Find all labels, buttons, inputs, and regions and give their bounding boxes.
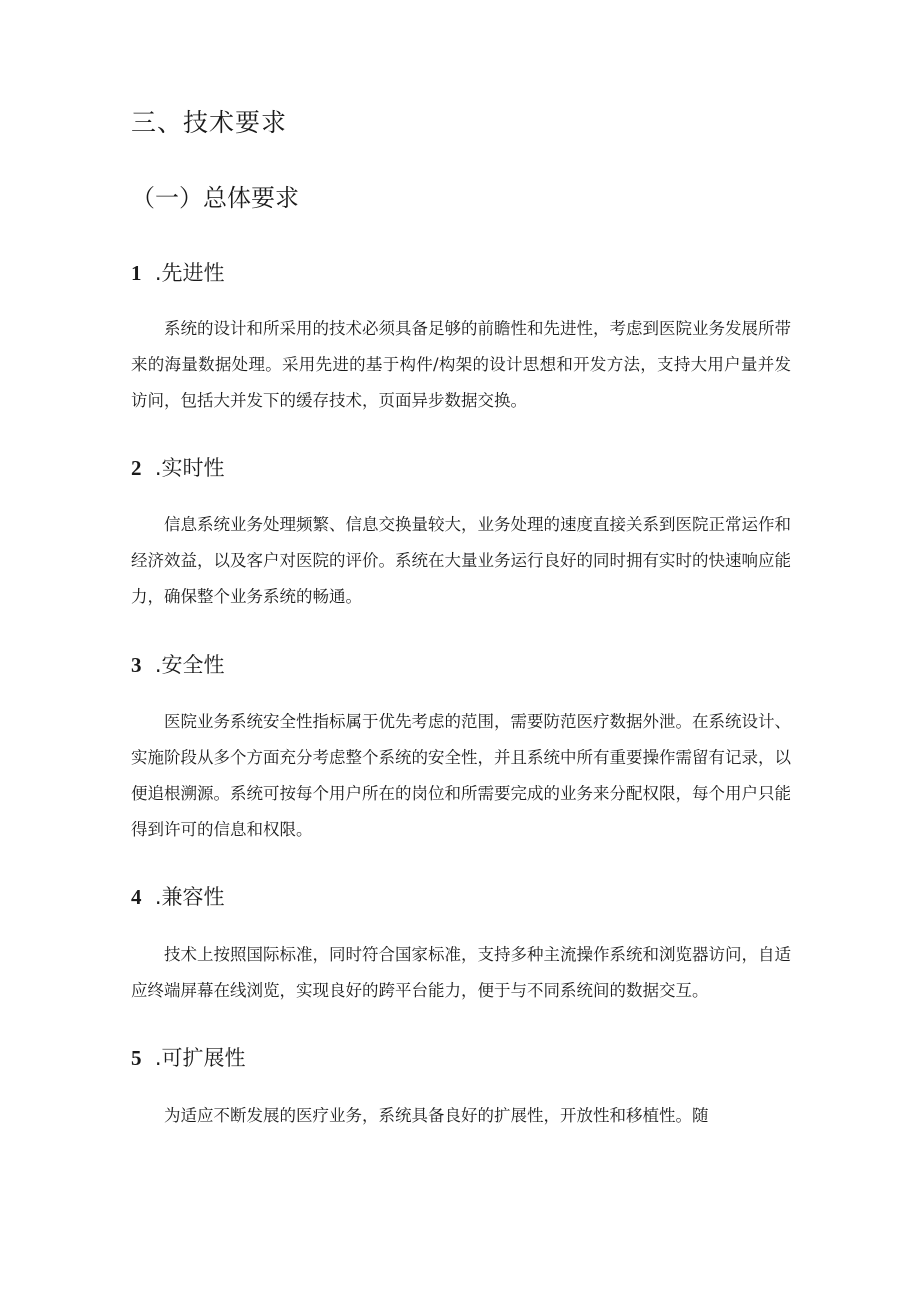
section-title: 三、技术要求 bbox=[131, 108, 288, 137]
item-number: 1 bbox=[131, 261, 142, 285]
item-number: 3 bbox=[131, 653, 142, 677]
item-paragraph-scalability: 为适应不断发展的医疗业务，系统具备良好的扩展性，开放性和移植性。随 bbox=[164, 1106, 709, 1125]
item-number: 5 bbox=[131, 1046, 142, 1070]
item-title: .可扩展性 bbox=[154, 1046, 246, 1070]
item-title: .实时性 bbox=[154, 456, 225, 480]
item-number: 2 bbox=[131, 456, 142, 480]
item-paragraph-advanced: 系统的设计和所采用的技术必须具备足够的前瞻性和先进性，考虑到医院业务发展所带来的海量数据处理。采用先进的基于构件/构架的设计思想和开发方法，支持大用户量并发访问，包括大并发下的缓存技术，页面异步数据交换。 bbox=[131, 319, 791, 410]
item-heading-advanced bbox=[131, 258, 225, 288]
item-paragraph-compatibility: 技术上按照国际标准，同时符合国家标准，支持多种主流操作系统和浏览器访问，自适应终端屏幕在线浏览，实现良好的跨平台能力，便于与不同系统间的数据交互。 bbox=[131, 945, 791, 1000]
item-number: 4 bbox=[131, 885, 142, 909]
item-heading-security bbox=[131, 650, 225, 680]
subsection-title: （一）总体要求 bbox=[131, 184, 299, 212]
item-heading-compatibility bbox=[131, 882, 225, 912]
item-title: .先进性 bbox=[154, 261, 225, 285]
item-heading-scalability bbox=[131, 1043, 246, 1073]
item-paragraph-realtime: 信息系统业务处理频繁、信息交换量较大，业务处理的速度直接关系到医院正常运作和经济效益，以及客户对医院的评价。系统在大量业务运行良好的同时拥有实时的快速响应能力，确保整个业务系统的畅通。 bbox=[131, 515, 791, 606]
item-title: .兼容性 bbox=[154, 885, 225, 909]
item-title: .安全性 bbox=[154, 653, 225, 677]
item-paragraph-security: 医院业务系统安全性指标属于优先考虑的范围，需要防范医疗数据外泄。在系统设计、实施阶段从多个方面充分考虑整个系统的安全性，并且系统中所有重要操作需留有记录，以便追根溯源。系统可按每个用户所在的岗位和所需要完成的业务来分配权限，每个用户只能得到许可的信息和权限。 bbox=[131, 712, 791, 839]
item-heading-realtime bbox=[131, 453, 225, 483]
